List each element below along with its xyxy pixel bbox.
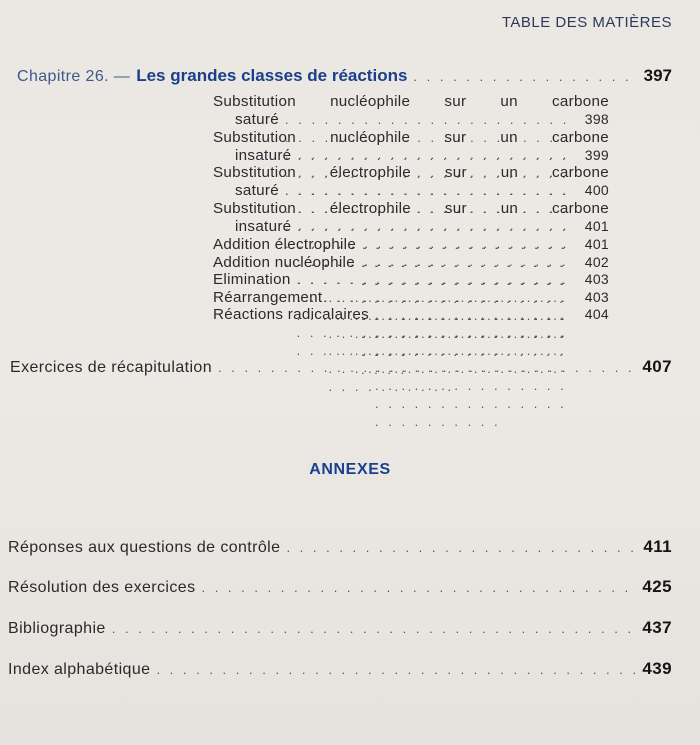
page-number: 425 [642, 577, 672, 596]
leader-dots [201, 580, 636, 595]
page-number: 400 [584, 181, 609, 198]
page-number: 401 [584, 236, 609, 252]
running-head: TABLE DES MATIÈRES [501, 14, 672, 31]
word: un [500, 93, 518, 110]
leader-dots [112, 621, 637, 636]
subentry-title: insaturé [235, 146, 292, 164]
subentry-title: saturé [235, 110, 280, 128]
leader-dots [156, 662, 636, 677]
page-number: 397 [643, 66, 672, 85]
entry-title: Exercices de récapitulation [10, 359, 213, 376]
word: carbone [552, 129, 609, 146]
word: électrophile [329, 164, 412, 181]
leader-dots [218, 360, 636, 375]
word: nucléophile [330, 93, 411, 110]
chapter-label: Chapitre 26. — [17, 68, 131, 85]
entry-title: Index alphabétique [8, 661, 151, 678]
page-number: 404 [584, 306, 609, 322]
page-number: 407 [642, 357, 672, 376]
toc-entry-annex [8, 659, 672, 679]
word: sur [444, 200, 467, 217]
subentry-title: Réarrangement [213, 289, 323, 306]
leader-dots [286, 540, 637, 555]
word: Substitution [213, 93, 296, 110]
word: sur [444, 164, 467, 181]
toc-entry-annex [8, 618, 672, 638]
subentry-title: Elimination [213, 271, 291, 288]
page-number: 439 [642, 659, 672, 678]
entry-title: Réponses aux questions de contrôle [8, 539, 281, 556]
toc-entry-recap [10, 357, 672, 377]
leader-dots [413, 69, 637, 84]
subentry-title: insaturé [235, 217, 292, 235]
chapter-title: Les grandes classes de réactions [136, 66, 408, 85]
entry-title: Bibliographie [8, 620, 106, 637]
toc-entry-annex [8, 577, 672, 597]
page-number: 403 [584, 289, 609, 305]
word: carbone [552, 93, 609, 110]
word: un [500, 200, 519, 217]
word: un [500, 129, 518, 146]
word: Substitution [213, 129, 296, 146]
word: Substitution [213, 200, 296, 217]
word: carbone [552, 164, 609, 181]
toc-entry-annex [8, 537, 672, 557]
page-number: 403 [584, 271, 609, 287]
page-number: 411 [643, 537, 672, 556]
toc-entry-chapter [17, 66, 672, 86]
page-number: 398 [584, 110, 609, 127]
subentry-title: Addition électrophile [213, 236, 357, 253]
subentry-title: Réactions radicalaires [213, 306, 370, 323]
word: Substitution [213, 164, 296, 181]
page-number: 401 [584, 217, 609, 234]
word: sur [444, 129, 467, 146]
word: un [500, 164, 519, 181]
entry-title: Résolution des exercices [8, 579, 196, 596]
subentry-title: Addition nucléophile [213, 254, 355, 271]
word: électrophile [329, 200, 412, 217]
page-number: 402 [584, 254, 609, 270]
word: carbone [552, 200, 609, 217]
page-number: 437 [642, 618, 672, 637]
word: sur [444, 93, 467, 110]
page-number: 399 [584, 146, 609, 163]
subentry-title: saturé [235, 181, 280, 199]
word: nucléophile [330, 129, 411, 146]
annexes-heading: ANNEXES [309, 461, 391, 478]
